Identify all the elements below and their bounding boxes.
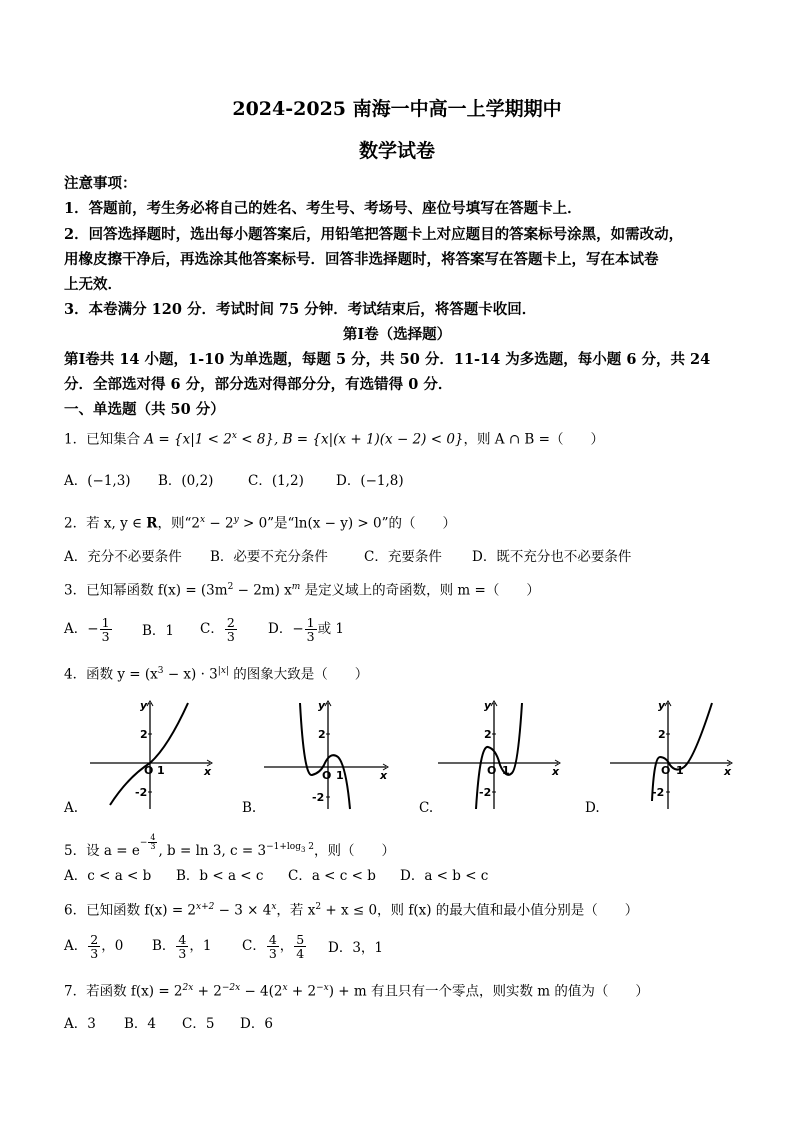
axis-y-label: y bbox=[318, 699, 326, 712]
question-6-stem: 6．已知函数 $f(x) = 2^{x+2} - 3 \times 4^x$，若 $x^2 + x \le 0$，则 f(x) 的最大值和最小值分别是（ ） bbox=[64, 902, 639, 919]
question-4-stem: 4．函数 $y = (x^3 - x) \cdot 3^{|x|}$ 的图象大致是（ ） bbox=[64, 666, 369, 683]
tick-1: 1 bbox=[336, 769, 344, 782]
question-6-option-b: B． $\frac{4}{3}$ ，1 bbox=[152, 932, 212, 962]
tick-2: 2 bbox=[318, 728, 326, 741]
question-4-option-b-label: B. bbox=[242, 800, 257, 816]
question-1-option-a: A．(−1,3) bbox=[64, 473, 131, 489]
question-5-stem: 5．设 $a = e^{- \frac{4}{3}}$ , b = ln 3, $c = 3^{-1+log_3 2}$，则（ ） bbox=[64, 833, 396, 859]
question-7-option-b: B．4 bbox=[124, 1016, 157, 1032]
tick-2: 2 bbox=[140, 728, 148, 741]
tick-1: 1 bbox=[676, 764, 684, 777]
origin-label: O bbox=[144, 764, 154, 777]
question-5-option-c: C．a < c < b bbox=[288, 868, 376, 884]
question-4-option-c-label: C. bbox=[419, 800, 434, 816]
question-5-option-d: D．a < b < c bbox=[400, 868, 489, 884]
tick-neg-2: -2 bbox=[135, 786, 148, 799]
question-4-graph-a bbox=[88, 697, 218, 815]
question-4-option-a-label: A. bbox=[64, 800, 79, 816]
question-7-stem: 7．若函数 $f(x) = 2^{2x} + 2^{-2x} - 4(2^x + 2^{-x}) + m$ 有且只有一个零点，则实数 m 的值为（ ） bbox=[64, 983, 649, 1000]
origin-label: O bbox=[661, 764, 671, 777]
section-heading-single-choice: 一、单选题（共 50 分） bbox=[64, 401, 225, 418]
question-2-stem: 2．若 x, y ∈ R，则“$2^x - 2^y > 0$”是“ln(x − y) > 0”的（ ） bbox=[64, 515, 457, 532]
part1-heading: 第Ⅰ卷（选择题） bbox=[342, 326, 452, 343]
tick-2: 2 bbox=[658, 728, 666, 741]
origin-label: O bbox=[487, 764, 497, 777]
notice-item-2-line-2: 用橡皮擦干净后，再选涂其他答案标号．回答非选择题时，将答案写在答题卡上，写在本试卷 bbox=[64, 251, 659, 268]
question-7-option-a: A．3 bbox=[64, 1016, 96, 1032]
question-4-graph-d bbox=[608, 697, 738, 815]
question-5-option-b: B．b < a < c bbox=[176, 868, 264, 884]
axis-x-label: x bbox=[724, 765, 732, 778]
page-title: 2024-2025 南海一中高一上学期期中 bbox=[232, 98, 562, 120]
notice-item-2-line-3: 上无效． bbox=[64, 276, 122, 293]
graph-curve bbox=[300, 703, 350, 809]
axis-y-label: y bbox=[658, 699, 666, 712]
page-subtitle: 数学试卷 bbox=[358, 140, 435, 162]
question-1-option-b: B．(0,2) bbox=[158, 473, 214, 489]
notice-item-3: 3．本卷满分 120 分．考试时间 75 分钟．考试结束后，将答题卡收回． bbox=[64, 301, 537, 318]
question-3-option-b: B．1 bbox=[142, 623, 175, 639]
question-6-option-c: C． $\frac{4}{3}$ ， $\frac{5}{4}$ bbox=[242, 932, 305, 962]
question-6-option-d: D．3，1 bbox=[328, 940, 384, 956]
notice-item-2-line-1: 2．回答选择题时，选出每小题答案后，用铅笔把答题卡上对应题目的答案标号涂黑，如需改动， bbox=[64, 226, 684, 243]
question-1-option-c: C．(1,2) bbox=[248, 473, 304, 489]
question-3-option-a: A．− $\frac{1}{3}$ bbox=[64, 615, 110, 645]
part1-description-line-2: 分．全部选对得 6 分，部分选对得部分分，有选错得 0 分． bbox=[64, 376, 453, 393]
tick-neg-2: -2 bbox=[479, 786, 492, 799]
question-7-option-d: D．6 bbox=[240, 1016, 273, 1032]
axis-x-label: x bbox=[552, 765, 560, 778]
notice-heading: 注意事项： bbox=[64, 175, 137, 192]
notice-item-1: 1．答题前，考生务必将自己的姓名、考生号、考场号、座位号填写在答题卡上． bbox=[64, 200, 582, 217]
question-3-stem: 3．已知幂函数 $f(x) = (3m^2 - 2m)$ $x^m$ 是定义域上的奇函数，则 m =（ ） bbox=[64, 582, 540, 599]
axis-y-label: y bbox=[140, 699, 148, 712]
axis-x-label: x bbox=[380, 769, 388, 782]
question-2-option-a: A．充分不必要条件 bbox=[64, 549, 182, 565]
question-4-graph-b bbox=[262, 697, 394, 815]
axis-x-label: x bbox=[204, 765, 212, 778]
graph-curve bbox=[110, 703, 188, 805]
question-2-option-b: B．必要不充分条件 bbox=[210, 549, 328, 565]
tick-1: 1 bbox=[157, 764, 165, 777]
tick-2: 2 bbox=[484, 728, 492, 741]
question-2-option-d: D．既不充分也不必要条件 bbox=[472, 549, 632, 565]
question-3-option-d: D．− $\frac{1}{3}$ 或 1 bbox=[268, 615, 344, 645]
question-4-option-d-label: D. bbox=[585, 800, 600, 816]
question-7-option-c: C．5 bbox=[182, 1016, 215, 1032]
axis-y-label: y bbox=[484, 699, 492, 712]
tick-neg-2: -2 bbox=[312, 791, 325, 804]
tick-1: 1 bbox=[502, 764, 510, 777]
question-1-stem: 1．已知集合 $A = \{x|1 < 2^x < 8\}$, B = {x|(x + 1)(x − 2) < 0}，则 A ∩ B =（ ） bbox=[64, 431, 604, 448]
origin-label: O bbox=[322, 769, 332, 782]
tick-neg-2: -2 bbox=[652, 786, 665, 799]
question-6-option-a: A． $\frac{2}{3}$ ，0 bbox=[64, 932, 124, 962]
question-3-option-c: C． $\frac{2}{3}$ bbox=[200, 615, 235, 645]
question-1-option-d: D．(−1,8) bbox=[336, 473, 404, 489]
question-5-option-a: A．c < a < b bbox=[64, 868, 152, 884]
question-2-option-c: C．充要条件 bbox=[364, 549, 442, 565]
part1-description-line-1: 第Ⅰ卷共 14 小题，1-10 为单选题，每题 5 分，共 50 分．11-14 为多选题，每小题 6 分，共 24 bbox=[64, 351, 711, 368]
question-4-graph-c bbox=[436, 697, 566, 815]
